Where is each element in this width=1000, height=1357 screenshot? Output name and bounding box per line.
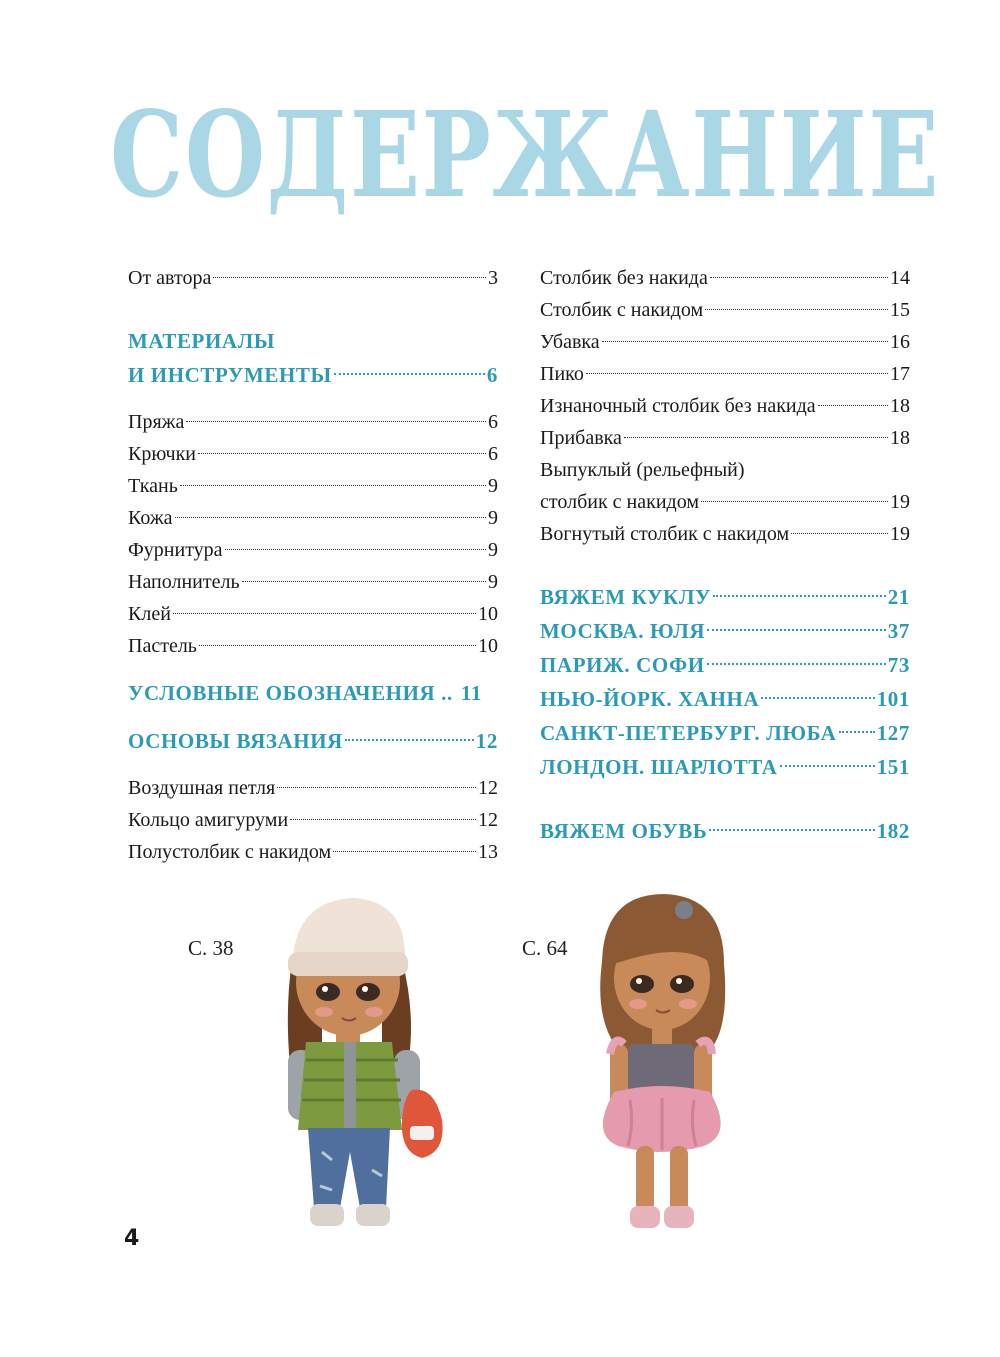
toc-page-number: 15	[890, 299, 910, 321]
toc-section-heading[interactable]	[128, 324, 498, 358]
toc-page-number: 10	[478, 603, 498, 625]
toc-page-number: 37	[887, 619, 910, 643]
toc-entry[interactable]	[128, 772, 498, 804]
toc-entry-title: ПАРИЖ. СОФИ	[540, 653, 705, 677]
toc-page-number: 16	[890, 331, 910, 353]
toc-page-number: 12	[475, 729, 498, 753]
toc-page-number: 182	[876, 819, 910, 843]
toc-dot-leader	[173, 613, 476, 614]
toc-section-heading[interactable]	[540, 580, 910, 614]
toc-page-number: 101	[876, 687, 910, 711]
toc-page-number: 151	[876, 755, 910, 779]
toc-entry-title: Воздушная петля	[128, 777, 276, 799]
toc-page-number: 9	[488, 571, 498, 593]
toc-page-number: 19	[890, 523, 910, 545]
toc-dot-leader	[705, 309, 888, 310]
toc-section-heading[interactable]	[128, 358, 498, 392]
toc-dot-leader	[277, 787, 476, 788]
toc-entry[interactable]	[128, 598, 498, 630]
toc-gap	[128, 710, 498, 724]
toc-section-heading[interactable]	[540, 750, 910, 784]
toc-dot-leader	[333, 851, 476, 852]
toc-page-number: 14	[890, 267, 910, 289]
toc-section-heading[interactable]	[128, 724, 498, 758]
toc-entry[interactable]	[540, 358, 910, 390]
toc-entry-title: От автора	[128, 267, 212, 289]
toc-page-number: 12	[478, 777, 498, 799]
toc-dot-leader	[242, 581, 486, 582]
toc-dot-leader	[602, 341, 888, 342]
toc-gap	[128, 662, 498, 676]
toc-entry[interactable]	[540, 486, 910, 518]
toc-entry[interactable]	[128, 262, 498, 294]
toc-entry[interactable]	[540, 262, 910, 294]
toc-entry-title: САНКТ-ПЕТЕРБУРГ. ЛЮБА	[540, 721, 837, 745]
toc-dot-leader	[213, 277, 486, 278]
toc-section-heading[interactable]	[540, 814, 910, 848]
toc-gap	[540, 550, 910, 580]
toc-page-number: 21	[887, 585, 910, 609]
toc-entry-title: Пряжа	[128, 411, 185, 433]
page-number: 4	[124, 1226, 140, 1251]
toc-entry[interactable]	[128, 438, 498, 470]
toc-page-number: 6	[488, 443, 498, 465]
toc-dot-leader	[199, 645, 476, 646]
page-title: СОДЕРЖАНИЕ	[110, 85, 941, 224]
toc-dot-leader	[225, 549, 486, 550]
toc-page-number: 11	[460, 681, 482, 705]
toc-entry-title: И ИНСТРУМЕНТЫ	[128, 363, 332, 387]
toc-entry-title: Выпуклый (рельефный)	[540, 459, 745, 481]
toc-entry-title: Полустолбик с накидом	[128, 841, 332, 863]
toc-dot-leader	[586, 373, 888, 374]
toc-entry-title: Пико	[540, 363, 584, 385]
toc-dot-leader	[710, 277, 888, 278]
toc-dot-leader	[707, 663, 886, 665]
toc-entry[interactable]	[540, 422, 910, 454]
toc-page-number: 18	[890, 395, 910, 417]
toc-page-number: 73	[887, 653, 910, 677]
toc-section-heading[interactable]	[540, 648, 910, 682]
toc-dot-leader	[345, 739, 474, 741]
toc-entry-title: Клей	[128, 603, 171, 625]
toc-page-number: 6	[486, 363, 498, 387]
toc-section-heading[interactable]	[128, 676, 498, 710]
toc-entry-title: Кольцо амигуруми	[128, 809, 289, 831]
toc-entry-title: Кожа	[128, 507, 173, 529]
toc-entry-title: ОСНОВЫ ВЯЗАНИЯ	[128, 729, 343, 753]
toc-page-number: 3	[488, 267, 498, 289]
toc-entry-title: МОСКВА. ЮЛЯ	[540, 619, 706, 643]
toc-entry-title: ЛОНДОН. ШАРЛОТТА	[540, 755, 778, 779]
toc-dot-leader	[186, 421, 486, 422]
toc-section-heading[interactable]	[540, 614, 910, 648]
doll-paris-image	[574, 884, 746, 1244]
toc-entry[interactable]	[128, 836, 498, 868]
toc-entry-title: Столбик без накида	[540, 267, 708, 289]
toc-dot-leader	[334, 373, 485, 375]
toc-entry-title: Изнаночный столбик без накида	[540, 395, 816, 417]
toc-entry-title: Столбик с накидом	[540, 299, 704, 321]
toc-gap	[128, 294, 498, 324]
toc-entry[interactable]	[128, 470, 498, 502]
toc-entry-title: Пастель	[128, 635, 197, 657]
toc-dot-leader	[198, 453, 486, 454]
toc-dot-leader	[713, 595, 886, 597]
toc-dot-leader	[709, 829, 874, 831]
toc-page-number: 12	[478, 809, 498, 831]
toc-page-number: 9	[488, 507, 498, 529]
toc-entry[interactable]	[128, 630, 498, 662]
toc-page-number: 10	[478, 635, 498, 657]
toc-entry-title: Наполнитель	[128, 571, 240, 593]
toc-page-number: 18	[890, 427, 910, 449]
toc-entry[interactable]	[540, 454, 910, 486]
toc-gap	[128, 392, 498, 406]
toc-page-number: 17	[890, 363, 910, 385]
toc-dot-leader	[839, 731, 875, 733]
toc-dot-leader	[701, 501, 888, 502]
toc-entry[interactable]	[128, 804, 498, 836]
toc-dot-leader	[791, 533, 888, 534]
toc-entry-title: Убавка	[540, 331, 600, 353]
caption-doll-2: С. 64	[522, 936, 568, 960]
toc-entry-title: Ткань	[128, 475, 178, 497]
toc-entry-title: УСЛОВНЫЕ ОБОЗНАЧЕНИЯ ..	[128, 681, 453, 705]
toc-entry-title: НЬЮ-ЙОРК. ХАННА	[540, 687, 760, 711]
toc-entry-title: столбик с накидом	[540, 491, 699, 513]
toc-page-number: 9	[488, 539, 498, 561]
toc-entry-title: ВЯЖЕМ ОБУВЬ	[540, 819, 708, 843]
toc-dot-leader	[290, 819, 476, 820]
toc-page-number: 9	[488, 475, 498, 497]
toc-entry[interactable]	[128, 534, 498, 566]
toc-entry[interactable]	[540, 326, 910, 358]
toc-entry[interactable]	[540, 390, 910, 422]
toc-gap	[540, 784, 910, 814]
toc-entry[interactable]	[540, 518, 910, 550]
toc-page-number: 19	[890, 491, 910, 513]
toc-page-number: 6	[488, 411, 498, 433]
toc-entry-title: Фурнитура	[128, 539, 223, 561]
toc-dot-leader	[624, 437, 888, 438]
doll-moscow-image	[262, 890, 452, 1240]
toc-dot-leader	[175, 517, 486, 518]
toc-dot-leader	[818, 405, 888, 406]
toc-entry[interactable]	[540, 294, 910, 326]
toc-dot-leader	[180, 485, 486, 486]
caption-doll-1: С. 38	[188, 936, 234, 960]
toc-dot-leader	[707, 629, 886, 631]
toc-entry[interactable]	[128, 502, 498, 534]
toc-entry-title: Прибавка	[540, 427, 622, 449]
toc-left-column	[128, 262, 498, 868]
toc-dot-leader	[780, 765, 875, 767]
toc-right-column	[540, 262, 910, 848]
toc-entry-title: МАТЕРИАЛЫ	[128, 329, 276, 353]
toc-section-heading[interactable]	[540, 716, 910, 750]
toc-entry-title: ВЯЖЕМ КУКЛУ	[540, 585, 712, 609]
toc-gap	[128, 758, 498, 772]
toc-entry-title: Крючки	[128, 443, 196, 465]
toc-page-number: 13	[478, 841, 498, 863]
toc-entry[interactable]	[128, 406, 498, 438]
toc-dot-leader	[761, 697, 874, 699]
toc-entry-title: Вогнутый столбик с накидом	[540, 523, 790, 545]
toc-entry[interactable]	[128, 566, 498, 598]
toc-section-heading[interactable]	[540, 682, 910, 716]
toc-page-number: 127	[876, 721, 910, 745]
